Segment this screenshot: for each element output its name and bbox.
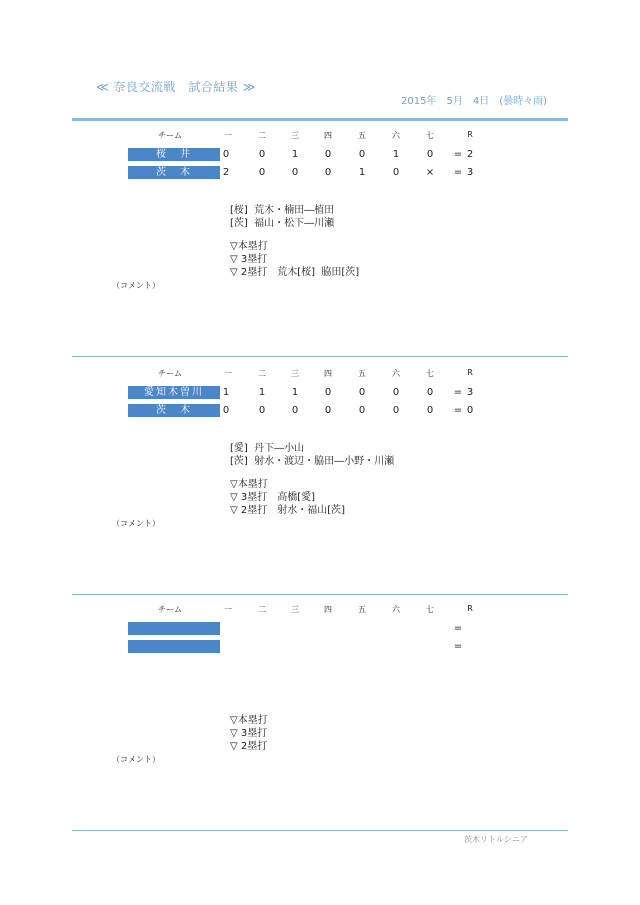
column-header: 一 [224, 369, 232, 378]
inning-score: 0 [291, 167, 299, 178]
inning-score: 0 [392, 167, 400, 178]
inning-score: 1 [258, 387, 266, 398]
column-header: 六 [392, 131, 400, 140]
inning-score: 0 [392, 387, 400, 398]
inning-score: 0 [358, 405, 366, 416]
game-section [0, 130, 640, 360]
battery-lines: [桜] 荒木・楠田―植田 [茨] 福山・松下―川瀬 [230, 205, 335, 229]
inning-score: 0 [324, 405, 332, 416]
column-header: 五 [358, 369, 366, 378]
column-header: 一 [224, 131, 232, 140]
column-header: R [467, 130, 473, 139]
column-header: 二 [258, 605, 266, 614]
column-header: 六 [392, 605, 400, 614]
comment-label: （コメント） [112, 755, 160, 764]
column-header: 四 [324, 605, 332, 614]
comment-label: （コメント） [112, 519, 160, 528]
team-name: 茨 木 [128, 404, 220, 417]
inning-score: 0 [324, 387, 332, 398]
column-header: チーム [158, 369, 182, 378]
total-runs: 0 [466, 405, 474, 416]
inning-score: 0 [324, 149, 332, 160]
column-header: 四 [324, 369, 332, 378]
total-runs: 3 [466, 387, 474, 398]
footer-org: 茨木リトルシニア [464, 835, 528, 844]
inning-score: 0 [258, 405, 266, 416]
column-header: 三 [291, 131, 299, 140]
inning-score: 0 [258, 149, 266, 160]
column-header: 七 [426, 605, 434, 614]
team-name: 愛知木曽川 [128, 386, 220, 399]
team-name: 桜 井 [128, 148, 220, 161]
inning-score: × [425, 167, 435, 178]
column-header: 三 [291, 605, 299, 614]
battery-lines: [愛] 丹下―小山 [茨] 射水・渡辺・脇田―小野・川瀬 [230, 443, 395, 467]
inning-score: 0 [222, 149, 230, 160]
bottom-rule [72, 830, 568, 831]
inning-score: 0 [222, 405, 230, 416]
inning-score: 0 [358, 149, 366, 160]
extra-base-hits: ▽本塁打 ▽ 3塁打 ▽ 2塁打 [230, 715, 268, 752]
equals-sign: = [453, 149, 463, 160]
column-header: R [467, 604, 473, 613]
inning-score: 0 [426, 405, 434, 416]
equals-sign: = [453, 641, 463, 652]
inning-score: 0 [426, 149, 434, 160]
inning-score: 0 [324, 167, 332, 178]
inning-score: 1 [222, 387, 230, 398]
column-header: 四 [324, 131, 332, 140]
column-header: 七 [426, 131, 434, 140]
column-header: 二 [258, 131, 266, 140]
inning-score: 0 [258, 167, 266, 178]
equals-sign: = [453, 167, 463, 178]
column-header: R [467, 368, 473, 377]
column-header: 六 [392, 369, 400, 378]
inning-score: 1 [291, 387, 299, 398]
top-rule [72, 118, 568, 121]
extra-base-hits: ▽本塁打 ▽ 3塁打 高橋[愛] ▽ 2塁打 射水・福山[茨] [230, 479, 346, 516]
total-runs: 2 [466, 149, 474, 160]
extra-base-hits: ▽本塁打 ▽ 3塁打 ▽ 2塁打 荒木[桜] 脇田[茨] [230, 241, 360, 278]
inning-score: 1 [392, 149, 400, 160]
comment-label: （コメント） [112, 281, 160, 290]
inning-score: 0 [392, 405, 400, 416]
inning-score: 0 [358, 387, 366, 398]
column-header: 三 [291, 369, 299, 378]
equals-sign: = [453, 405, 463, 416]
game-section [0, 368, 640, 598]
column-header: 一 [224, 605, 232, 614]
team-name: 茨 木 [128, 166, 220, 179]
inning-score: 0 [426, 387, 434, 398]
team-name [128, 640, 220, 653]
column-header: 五 [358, 605, 366, 614]
column-header: 七 [426, 369, 434, 378]
game-section [0, 604, 640, 834]
team-name [128, 622, 220, 635]
game-date: 2015年 5月 4日 (曇時々雨) [401, 96, 547, 107]
page-title: ≪ 奈良交流戦 試合結果 ≫ [96, 80, 256, 94]
column-header: 五 [358, 131, 366, 140]
column-header: チーム [158, 131, 182, 140]
inning-score: 1 [358, 167, 366, 178]
inning-score: 1 [291, 149, 299, 160]
equals-sign: = [453, 387, 463, 398]
column-header: 二 [258, 369, 266, 378]
equals-sign: = [453, 623, 463, 634]
inning-score: 2 [222, 167, 230, 178]
inning-score: 0 [291, 405, 299, 416]
column-header: チーム [158, 605, 182, 614]
total-runs: 3 [466, 167, 474, 178]
